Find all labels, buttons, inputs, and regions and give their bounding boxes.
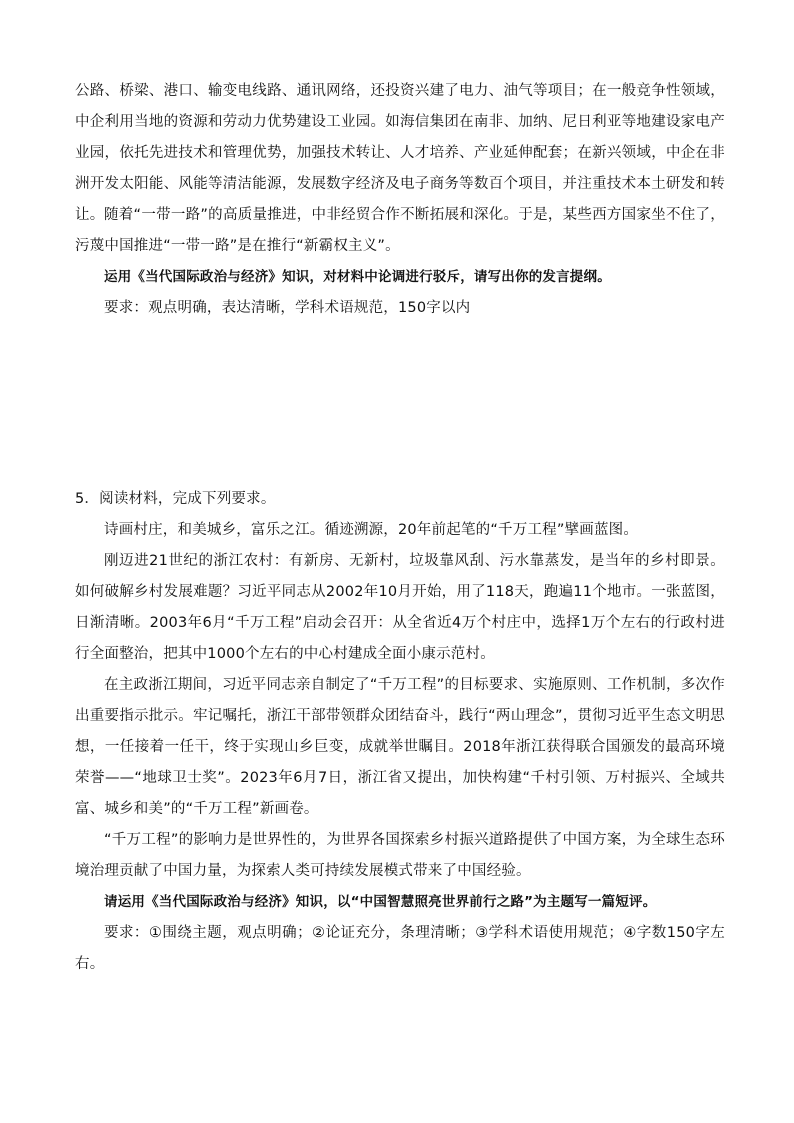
section5-question: 请运用《当代国际政治与经济》知识，以“中国智慧照亮世界前行之路”为主题写一篇短评。 — [104, 894, 657, 910]
section4-question: 运用《当代国际政治与经济》知识，对材料中论调进行驳斥，请写出你的发言提纲。 — [104, 269, 611, 285]
question-5-heading: 5．阅读材料，完成下列要求。 — [75, 491, 276, 507]
section5-paragraph-1: 诗画村庄，和美城乡，富乐之江。循迹溯源，20年前起笔的“千万工程”擘画蓝图。 — [104, 522, 639, 538]
section4-paragraph-1: 公路、桥梁、港口、输变电线路、通讯网络，还投资兴建了电力、油气等项目；在一般竞争性领域，中企利用当地的资源和劳动力优势建设工业园。如海信集团在南非、加纳、尼日利亚等地建设家电产业园，依托先进技术和管理优势，加强技术转让、人才培养、产业延伸配套；在新兴领域，中企在非洲开发太阳能、风能等清洁能源，发展数字经济及电子商务等数百个项目，并注重技术本土研发和转让。 — [75, 83, 725, 223]
section5-paragraph-4: “千万工程”的影响力是世界性的，为世界各国探索乡村振兴道路提供了中国方案，为全球生态环境治理贡献了中国力量，为探索人类可持续发展模式带来了中国经验。 — [75, 832, 725, 879]
section5-paragraph-2: 刚迈进21世纪的浙江农村：有新房、无新村，垃圾靠风刮、污水靠蒸发，是当年的乡村即景。如何破解乡村发展难题？习近平同志从2002年10月开始，用了118天，跑遍11个地市。一张蓝图，日渐清晰。2003年6月“千万工程”启动会召开：从全省近4万个村庄中，选择1万个左右的行政村进行全面整治，把其中1000个左右的中心村建成全面小康示范村。 — [75, 553, 725, 662]
section5-paragraph-3: 在主政浙江期间，习近平同志亲自制定了“千万工程”的目标要求、实施原则、工作机制，多次作出重要指示批示。牢记嘱托，浙江干部带领群众团结奋斗，践行“两山理念”，贯彻习近平生态文明思想，一任接着一任干，终于实现山乡巨变，成就举世瞩目。2018年浙江获得联合国颁发的最高环境荣誉——“地球卫士奖”。2023年6月7日，浙江省又提出，加快构建“千村引领、万村振兴、全域共富、城乡和美”的“千万工程”新画卷。 — [75, 677, 725, 817]
section4-paragraph-2: 随着“一带一路”的高质量推进，中非经贸合作不断拓展和深化。于是，某些西方国家坐不住了，污蔑中国推进“一带一路”是在推行“新霸权主义”。 — [75, 207, 725, 254]
section5-requirement: 要求：①围绕主题，观点明确；②论证充分，条理清晰；③学科术语使用规范；④字数150字左右。 — [75, 925, 725, 972]
section4-requirement: 要求：观点明确，表达清晰，学科术语规范，150字以内 — [104, 300, 471, 316]
